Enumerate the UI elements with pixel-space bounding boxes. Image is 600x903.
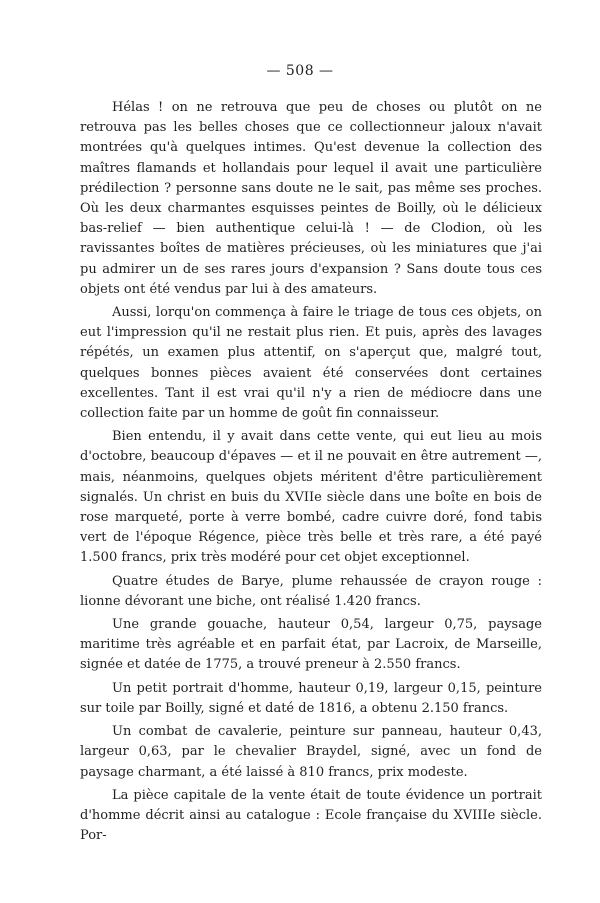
paragraph: Aussi, lorqu'on commença à faire le triage de tous ces objets, on eut l'impression qu'il ne restait plus rien. Et puis, après des lavages répétés, un examen plus attentif, on s'aperçut que, malgré tout, quelques bonnes pièces avaient été conservées dont certaines excellentes. Tant il est vrai qu'il n'y a rien de médiocre dans une collection faite par un homme de goût fin connaisseur. — [80, 305, 542, 422]
body-text — [80, 98, 542, 849]
paragraph: Quatre études de Barye, plume rehaussée de crayon rouge : lionne dévorant une biche, ont réalisé 1.420 francs. — [80, 573, 542, 609]
paragraph: La pièce capitale de la vente était de toute évidence un portrait d'homme décrit ainsi au catalogue : Ecole française du XVIIIe siècle. Por- — [80, 787, 542, 844]
paragraph: Une grande gouache, hauteur 0,54, largeur 0,75, paysage maritime très agréable et en parfait état, par Lacroix, de Marseille, signée et datée de 1775, a trouvé preneur à 2.550 francs. — [80, 617, 542, 673]
paragraph: Hélas ! on ne retrouva que peu de choses ou plutôt on ne retrouva pas les belles choses que ce collectionneur jaloux n'avait montrées qu'à quelques intimes. Qu'est devenue la collection des maîtres flamands et hollandais pour lequel il avait une particulière prédilection ? personne sans doute ne le sait, pas même ses proches. Où les deux charmantes esquisses peintes de Boilly, où le délicieux bas-relief — bien authentique celui-là ! — de Clodion, où les ravissantes boîtes de matières précieuses, où les miniatures que j'ai pu admirer un de ses rares jours d'expansion ? Sans doute tous ces objets ont été vendus par lui à des amateurs. — [80, 100, 542, 297]
paragraph: Un combat de cavalerie, peinture sur panneau, hauteur 0,43, largeur 0,63, par le chevalier Braydel, signé, avec un fond de paysage charmant, a été laissé à 810 francs, prix modeste. — [80, 724, 542, 780]
paragraph: Bien entendu, il y avait dans cette vente, qui eut lieu au mois d'octobre, beaucoup d'épaves — et il ne pouvait en être autrement —, mais, néanmoins, quelques objets méritent d'être particulièrement signalés. Un christ en buis du XVIIe siècle dans une boîte en bois de rose marqueté, porte à verre bombé, cadre cuivre doré, fond tabis vert de l'époque Régence, pièce très belle et très rare, a été payé 1.500 francs, prix très modéré pour cet objet exceptionnel. — [80, 429, 542, 566]
paragraph: Un petit portrait d'homme, hauteur 0,19, largeur 0,15, peinture sur toile par Boilly, signé et daté de 1816, a obtenu 2.150 francs. — [80, 680, 542, 716]
page-number: — 508 — — [266, 63, 334, 79]
